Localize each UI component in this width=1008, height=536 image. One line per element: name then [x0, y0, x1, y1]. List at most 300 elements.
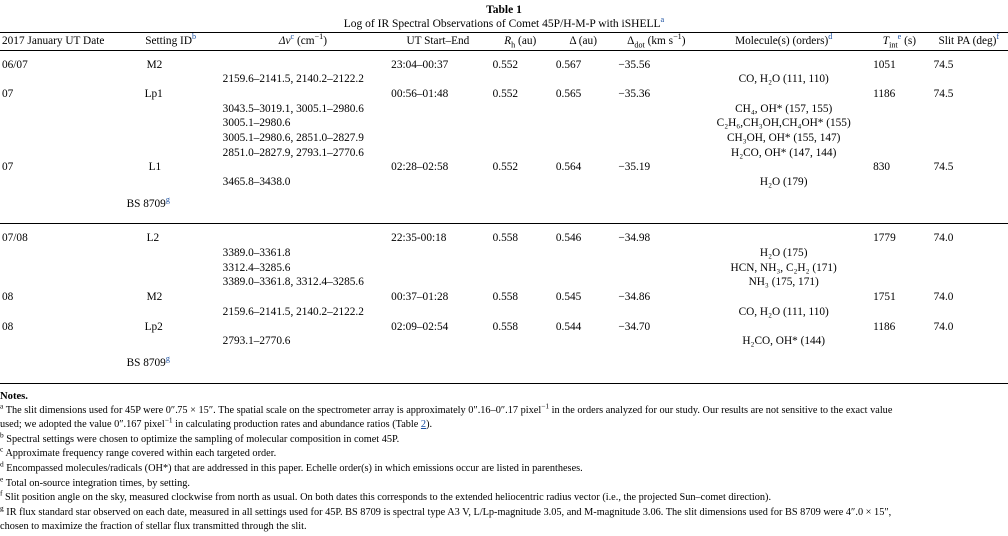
cell-tint	[869, 146, 930, 161]
cell-pa	[930, 102, 1008, 117]
note-a: $^a$ The slit dimensions used for 45P were 0″.75 × 15″. The spatial scale on the spectrometer array is approximately 0″.16–0″.17 pixel$^{-1}$ in the orders analyzed for our study. Our results are not sensitive to the exact value	[0, 401, 893, 416]
col-header-molecules-label: Molecule(s) (orders)	[735, 34, 829, 47]
note-a-exponent: −1	[541, 401, 550, 411]
cell-dnu: 3389.0–3361.8, 3312.4–3285.6	[222, 276, 364, 289]
footnote-marker-f[interactable]: f	[996, 31, 1000, 41]
cell-dnu: 3465.8–3438.0	[222, 176, 291, 189]
cell-rh	[489, 116, 552, 131]
table-row	[0, 334, 1008, 349]
footnote-marker-g[interactable]: g	[165, 195, 170, 205]
footnote-marker-g[interactable]: g	[165, 354, 170, 364]
cell-tint	[869, 246, 930, 261]
cell-setting	[123, 116, 219, 131]
notes-heading: Notes.	[0, 390, 28, 402]
spacer-row	[0, 190, 1008, 197]
cell-pa	[930, 146, 1008, 161]
cell-pa: 74.5	[933, 58, 954, 71]
cell-date	[0, 246, 123, 261]
cell-ddot	[614, 305, 698, 320]
cell-dnu: 2851.0–2827.9, 2793.1–2770.6	[222, 146, 364, 159]
cell-molecule	[698, 197, 869, 212]
cell-molecule	[698, 356, 869, 371]
spacer-cell	[0, 190, 1008, 197]
cell-pa: 74.0	[933, 291, 954, 304]
note-e-text: Total on-source integration times, by setting.	[5, 477, 190, 489]
col-header-tint-symbol: T	[882, 34, 890, 47]
cell-date: 07/08	[2, 232, 28, 245]
cell-molecule: CH₃OH, OH* (155, 147)	[726, 132, 841, 145]
spacer-row	[0, 371, 1008, 384]
spacer-row	[0, 211, 1008, 224]
cell-date	[0, 175, 123, 190]
cell-rh: 0.558	[492, 320, 519, 333]
cell-pa: 74.5	[933, 88, 954, 101]
cell-rh: 0.558	[492, 291, 519, 304]
cell-ddot: −35.36	[618, 88, 651, 101]
col-header-dnu-symbol: Δν	[278, 34, 291, 47]
cell-ddot	[614, 197, 698, 212]
cell-molecule: NH₃ (175, 171)	[748, 276, 819, 289]
cell-ut	[387, 261, 488, 276]
cell-ddot	[614, 334, 698, 349]
cell-dnu: 3005.1–2980.6	[222, 117, 291, 130]
cell-delta	[552, 261, 614, 276]
note-marker-b: b	[0, 430, 4, 440]
note-marker-a: a	[0, 401, 4, 411]
cell-date: 06/07	[2, 58, 28, 71]
cell-delta: 0.544	[555, 320, 582, 333]
table-row	[0, 58, 1008, 73]
note-g-text-b: 0 × 15″,	[857, 506, 892, 518]
table-row	[0, 87, 1008, 102]
cell-ut	[387, 131, 488, 146]
note-f	[0, 488, 1008, 506]
cell-setting	[123, 197, 219, 212]
cell-molecule: H₂CO, OH* (147, 144)	[731, 146, 837, 159]
cell-ddot	[614, 102, 698, 117]
note-a-continued: used; we adopted the value 0″.167 pixel$^{-1}$ in calculating production rates and abundance ratios (Table 2).	[0, 415, 433, 431]
col-header-rh-symbol: R	[504, 34, 512, 47]
cell-delta: 0.565	[555, 88, 582, 101]
footnote-marker-d[interactable]: d	[828, 31, 833, 41]
spacer-cell	[0, 211, 1008, 224]
note-marker-d: d	[0, 459, 4, 469]
cell-date	[0, 131, 123, 146]
cell-molecule: CH₄, OH* (157, 155)	[735, 102, 833, 115]
cell-tint: 1186	[873, 320, 896, 333]
note-a-text-1e: in the orders analyzed for our study. Our results are not sensitive to the exact value	[549, 404, 893, 416]
cell-ddot	[614, 261, 698, 276]
cell-tint	[869, 102, 930, 117]
cell-ddot	[614, 175, 698, 190]
cell-setting	[123, 261, 219, 276]
col-header-pa-label: Slit PA (deg)	[938, 34, 997, 47]
cell-date: 08	[2, 291, 14, 304]
cell-dnu: 2793.1–2770.6	[222, 335, 291, 348]
cell-delta: 0.545	[555, 291, 582, 304]
table-number: Table 1	[486, 4, 522, 16]
note-g-text: IR flux standard star observed on each date, measured in all settings used for 45P. BS 8709 is spectral type A3 V, L/Lp-magnitude 3.05, and M-magnitude 3.06. The slit dimensions used for BS 8709 were 4″	[6, 506, 856, 518]
cell-ddot: −34.98	[618, 232, 651, 245]
col-header-rh-subscript: h	[511, 40, 516, 49]
cell-rh: 0.552	[492, 58, 519, 71]
cell-date	[0, 356, 123, 371]
table-header-row	[0, 32, 1008, 50]
col-header-date-label: 2017 January UT Date	[2, 34, 105, 47]
section-divider-cell	[0, 224, 1008, 232]
table-row	[0, 290, 1008, 305]
cell-delta	[552, 102, 614, 117]
col-header-dnu-unit: (cm	[294, 34, 315, 47]
table-title-text: Log of IR Spectral Observations of Comet 45P/H-M-P with iSHELL	[343, 18, 661, 31]
col-header-tint-unit: (s)	[901, 34, 916, 47]
note-b	[0, 430, 1008, 448]
cell-ddot: −34.70	[618, 320, 651, 333]
note-a-text-2c: in calculating production rates and abundance ratios (Table	[172, 419, 421, 431]
col-header-dnu-exponent: −1	[314, 31, 324, 41]
cell-setting	[123, 146, 219, 161]
col-header-ddot-subscript: dot	[634, 40, 645, 49]
cell-date	[0, 334, 123, 349]
note-marker-e: e	[0, 474, 4, 484]
cell-ut	[387, 146, 488, 161]
table-row-standard-star	[0, 197, 1008, 212]
cell-rh	[489, 334, 552, 349]
cell-pa	[930, 116, 1008, 131]
cell-setting-label: BS 8709	[126, 356, 166, 369]
table-bottom-rule-row	[0, 383, 1008, 385]
note-a-text-2: used; we adopted the value 0″	[0, 419, 124, 431]
cell-rh: 0.552	[492, 161, 519, 174]
cell-tint	[869, 116, 930, 131]
cell-ut	[387, 175, 488, 190]
cell-molecule	[698, 320, 869, 335]
cell-ut	[387, 102, 488, 117]
spacer-row	[0, 349, 1008, 356]
note-a-text-1b: 75 × 15″. The spatial scale on the spectrometer array is approximately 0″	[177, 404, 478, 416]
col-header-setting-label: Setting ID	[145, 34, 192, 47]
cell-setting	[123, 72, 219, 87]
cell-ut	[387, 305, 488, 320]
cell-ut: 00:56–01:48	[391, 88, 449, 101]
observation-log-table	[0, 32, 1008, 385]
col-header-tint	[869, 32, 930, 50]
table-row	[0, 102, 1008, 117]
cell-rh: 0.552	[492, 88, 519, 101]
cell-rh	[489, 275, 552, 290]
col-header-ddot	[614, 32, 698, 50]
col-header-date	[0, 32, 123, 50]
cell-ddot	[614, 275, 698, 290]
cell-setting	[123, 356, 219, 371]
cell-rh	[489, 131, 552, 146]
cell-pa	[930, 334, 1008, 349]
cell-ddot	[614, 116, 698, 131]
cell-setting	[123, 131, 219, 146]
cell-molecule	[698, 231, 869, 246]
table-caption	[0, 3, 1008, 32]
cell-molecule: H₂CO, OH* (144)	[742, 335, 826, 348]
cell-setting: L2	[146, 232, 160, 245]
cell-rh	[489, 102, 552, 117]
cell-molecule	[698, 58, 869, 73]
cell-pa: 74.5	[933, 161, 954, 174]
cell-setting: M2	[146, 291, 163, 304]
table2-link[interactable]: 2	[420, 419, 427, 431]
cell-rh	[489, 246, 552, 261]
col-header-setting	[123, 32, 219, 50]
cell-dnu: 3312.4–3285.6	[222, 261, 291, 274]
cell-setting: M2	[146, 58, 163, 71]
cell-dnu: 2159.6–2141.5, 2140.2–2122.2	[222, 73, 364, 86]
cell-delta	[552, 356, 614, 371]
cell-dnu	[219, 231, 388, 246]
note-g-continued: chosen to maximize the fraction of stellar flux transmitted through the slit.	[0, 521, 307, 533]
cell-setting	[123, 175, 219, 190]
cell-pa	[930, 246, 1008, 261]
cell-pa	[930, 275, 1008, 290]
cell-ut	[387, 116, 488, 131]
table-row	[0, 116, 1008, 131]
cell-pa	[930, 305, 1008, 320]
note-b-text: Spectral settings were chosen to optimize the sampling of molecular composition in comet 45P.	[6, 433, 400, 445]
footnote-marker-a[interactable]: a	[660, 15, 665, 25]
cell-dnu	[219, 87, 388, 102]
cell-ut: 22:35-00:18	[391, 232, 447, 245]
cell-tint	[869, 261, 930, 276]
table-row	[0, 275, 1008, 290]
cell-setting	[123, 246, 219, 261]
cell-ddot	[614, 246, 698, 261]
cell-pa: 74.0	[933, 232, 954, 245]
table-row	[0, 305, 1008, 320]
cell-tint: 830	[873, 161, 891, 174]
cell-ddot	[614, 146, 698, 161]
cell-rh	[489, 197, 552, 212]
note-d	[0, 459, 1008, 477]
spacer-cell	[0, 371, 1008, 384]
cell-rh	[489, 72, 552, 87]
cell-delta	[552, 305, 614, 320]
cell-delta	[552, 116, 614, 131]
cell-delta	[552, 197, 614, 212]
note-marker-c: c	[0, 444, 4, 454]
col-header-ddot-exponent: −1	[673, 31, 682, 41]
note-d-text: Encompassed molecules/radicals (OH*) that are addressed in this paper. Echelle order(s) in which emissions occur are listed in parentheses.	[6, 462, 583, 474]
cell-date: 07	[2, 161, 14, 174]
cell-date	[0, 72, 123, 87]
cell-tint	[869, 72, 930, 87]
cell-tint	[869, 175, 930, 190]
cell-dnu	[219, 320, 388, 335]
table-row	[0, 131, 1008, 146]
cell-rh: 0.558	[492, 232, 519, 245]
col-header-ddot-symbol: Δ	[627, 34, 635, 47]
col-header-rh-unit: (au)	[515, 34, 537, 47]
cell-delta	[552, 146, 614, 161]
table-notes	[0, 389, 1008, 536]
cell-ut	[387, 275, 488, 290]
cell-setting	[123, 275, 219, 290]
cell-pa	[930, 261, 1008, 276]
cell-ddot: −35.19	[618, 161, 651, 174]
cell-tint	[869, 131, 930, 146]
cell-dnu	[219, 197, 388, 212]
cell-setting	[123, 305, 219, 320]
cell-date	[0, 275, 123, 290]
cell-setting: L1	[148, 161, 162, 174]
cell-setting-label: BS 8709	[126, 197, 166, 210]
note-a-text-2b: 167 pixel	[126, 419, 165, 431]
cell-delta: 0.567	[555, 58, 582, 71]
cell-tint	[869, 305, 930, 320]
cell-molecule: CO, H₂O (111, 110)	[738, 73, 829, 86]
cell-setting	[123, 102, 219, 117]
note-a-text-1d: 17 pixel	[507, 404, 542, 416]
footnote-marker-c[interactable]: c	[290, 31, 295, 41]
spacer-cell	[0, 349, 1008, 356]
cell-ut	[387, 356, 488, 371]
col-header-tint-subscript: int	[889, 40, 898, 49]
col-header-ddot-unit: (km s	[644, 34, 674, 47]
cell-ddot	[614, 131, 698, 146]
cell-rh	[489, 356, 552, 371]
col-header-molecules	[698, 32, 869, 50]
note-c-text: Approximate frequency range covered within each targeted order.	[5, 448, 277, 460]
table-row-standard-star	[0, 356, 1008, 371]
cell-tint	[869, 334, 930, 349]
spacer-row	[0, 50, 1008, 58]
cell-ut	[387, 197, 488, 212]
note-c	[0, 444, 1008, 462]
cell-dnu: 2159.6–2141.5, 2140.2–2122.2	[222, 305, 364, 318]
table-page	[0, 3, 1008, 536]
cell-molecule: C₂H₆,CH₃OH,CH₄OH* (155)	[716, 117, 851, 130]
col-header-ddot-close: )	[681, 34, 686, 47]
cell-pa	[930, 175, 1008, 190]
note-a-text-1: The slit dimensions used for 45P were 0″	[5, 404, 176, 416]
table-row	[0, 246, 1008, 261]
cell-date: 08	[2, 320, 14, 333]
cell-tint	[869, 275, 930, 290]
col-header-ut-label: UT Start–End	[406, 34, 470, 47]
cell-dnu	[219, 58, 388, 73]
cell-molecule: HCN, NH₃, C₂H₂ (171)	[730, 261, 837, 274]
cell-tint: 1779	[873, 232, 896, 245]
table-body-block-1	[0, 50, 1008, 224]
cell-dnu: 3043.5–3019.1, 3005.1–2980.6	[222, 102, 364, 115]
cell-delta	[552, 175, 614, 190]
cell-pa	[930, 72, 1008, 87]
cell-ut: 00:37–01:28	[391, 291, 449, 304]
cell-molecule: H₂O (175)	[759, 247, 808, 260]
cell-rh	[489, 175, 552, 190]
cell-setting	[123, 334, 219, 349]
cell-delta	[552, 334, 614, 349]
cell-setting: Lp1	[144, 88, 163, 101]
cell-date: 07	[2, 88, 14, 101]
note-e	[0, 474, 1008, 492]
cell-delta	[552, 246, 614, 261]
col-header-ut	[387, 32, 488, 50]
cell-rh	[489, 305, 552, 320]
spacer-cell	[0, 50, 1008, 58]
note-a-text-1c: 16–0″	[480, 404, 506, 416]
col-header-delta	[552, 32, 614, 50]
cell-molecule: CO, H₂O (111, 110)	[738, 305, 829, 318]
table-row	[0, 146, 1008, 161]
table-row	[0, 320, 1008, 335]
cell-ut: 02:28–02:58	[391, 161, 449, 174]
footnote-marker-e[interactable]: e	[897, 31, 902, 41]
cell-tint: 1186	[873, 88, 896, 101]
cell-ddot: −35.56	[618, 58, 651, 71]
cell-dnu: 3389.0–3361.8	[222, 247, 291, 260]
cell-ut	[387, 334, 488, 349]
table-row	[0, 175, 1008, 190]
note-a-text-2d: ).	[426, 419, 433, 431]
table-body-block-2	[0, 224, 1008, 385]
cell-rh	[489, 261, 552, 276]
table-row	[0, 160, 1008, 175]
cell-molecule	[698, 160, 869, 175]
cell-date	[0, 305, 123, 320]
col-header-rh	[489, 32, 552, 50]
cell-date	[0, 261, 123, 276]
note-g: $^g$ IR flux standard star observed on each date, measured in all settings used for 45P. BS 8709 is spectral type A3 V, L/Lp-magnitude 3.05, and M-magnitude 3.06. The slit dimensions used for BS 8709 were 4″.0 × 15″,	[0, 503, 892, 518]
cell-delta	[552, 72, 614, 87]
col-header-dnu	[219, 32, 388, 50]
cell-dnu	[219, 356, 388, 371]
cell-ut: 23:04–00:37	[391, 58, 449, 71]
cell-molecule	[698, 290, 869, 305]
col-header-dnu-close: )	[323, 34, 327, 47]
col-header-delta-label: Δ (au)	[569, 34, 597, 47]
cell-date	[0, 146, 123, 161]
note-f-text: Slit position angle on the sky, measured clockwise from north as usual. On both dates this corresponds to the extended heliocentric radius vector (i.e., the projected Sun–comet direction).	[5, 492, 772, 504]
cell-dnu	[219, 290, 388, 305]
cell-pa	[930, 356, 1008, 371]
cell-pa	[930, 131, 1008, 146]
cell-ddot	[614, 356, 698, 371]
footnote-marker-b[interactable]: b	[191, 31, 197, 41]
cell-tint: 1751	[873, 291, 896, 304]
table-row	[0, 231, 1008, 246]
cell-date	[0, 197, 123, 212]
note-marker-g: g	[0, 503, 4, 513]
cell-delta	[552, 275, 614, 290]
table-row	[0, 261, 1008, 276]
cell-date	[0, 116, 123, 131]
cell-tint: 1051	[873, 58, 896, 71]
cell-tint	[869, 197, 930, 212]
cell-ut	[387, 72, 488, 87]
cell-rh	[489, 146, 552, 161]
table-row	[0, 72, 1008, 87]
cell-pa: 74.0	[933, 320, 954, 333]
cell-ddot	[614, 72, 698, 87]
note-marker-f: f	[0, 488, 3, 498]
col-header-pa	[930, 32, 1008, 50]
cell-ut	[387, 246, 488, 261]
cell-pa	[930, 197, 1008, 212]
cell-ddot: −34.86	[618, 291, 651, 304]
cell-molecule: H₂O (179)	[759, 176, 808, 189]
cell-tint	[869, 356, 930, 371]
cell-delta	[552, 131, 614, 146]
cell-dnu	[219, 160, 388, 175]
cell-delta: 0.564	[555, 161, 582, 174]
